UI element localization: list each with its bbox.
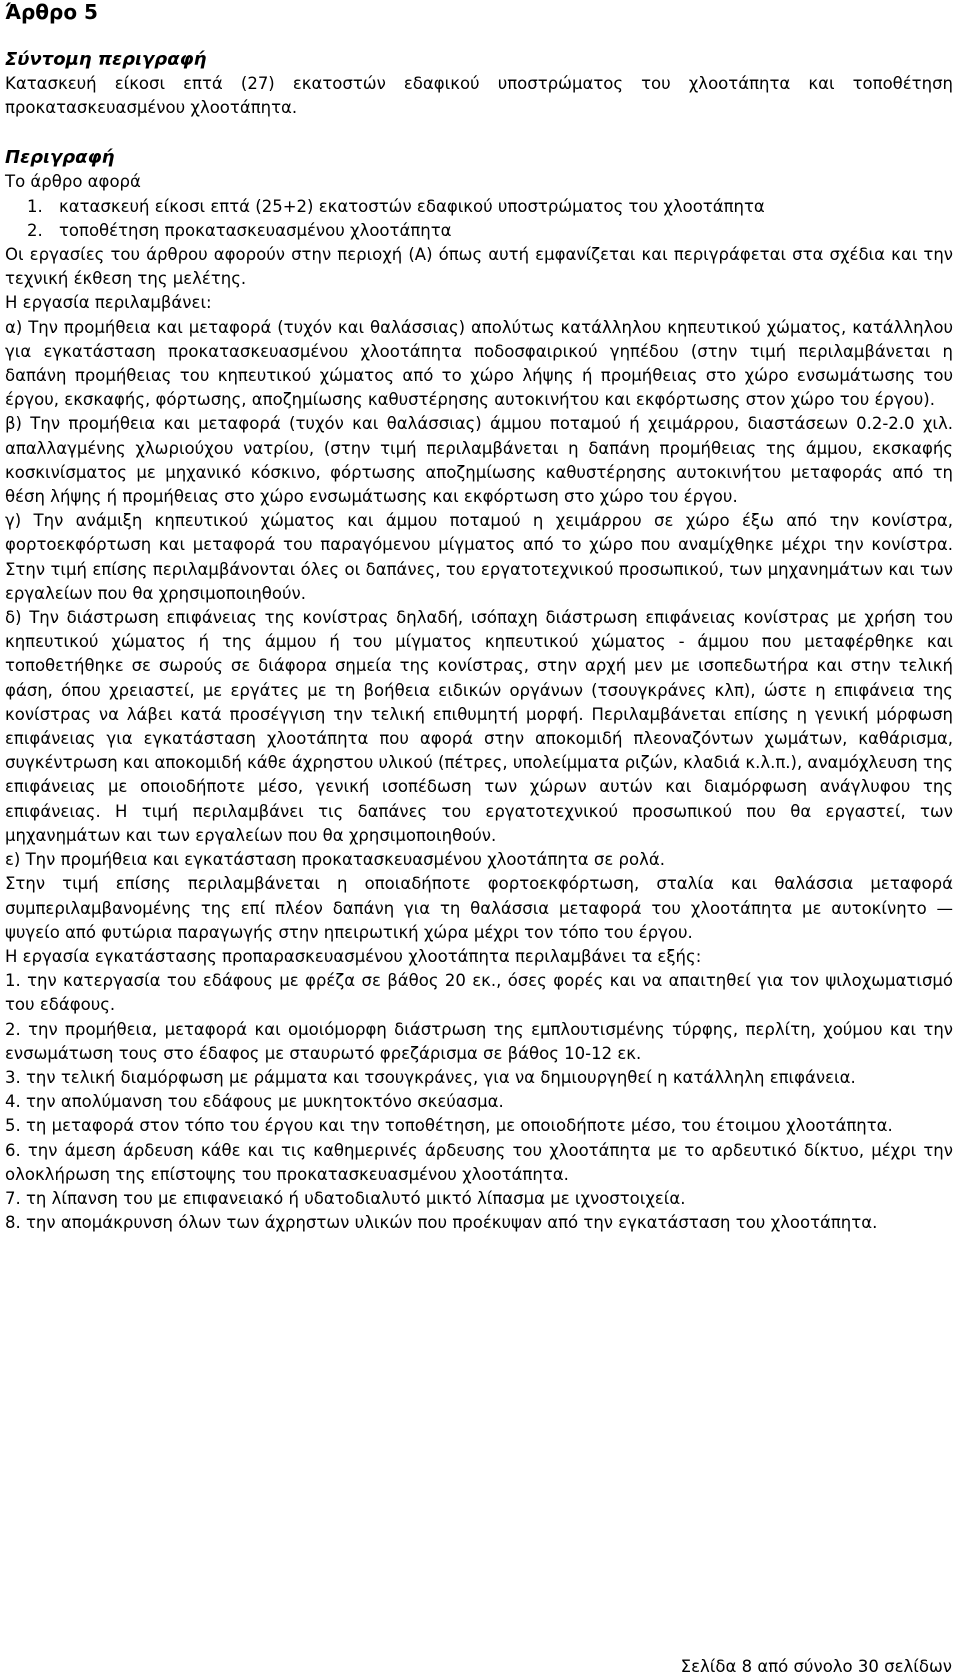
install-step: 5. τη μεταφορά στον τόπο του έργου και την τοποθέτηση, με οποιοδήποτε μέσο, του έτοιμου χλοοτάπητα.: [5, 1116, 893, 1136]
paragraph-area: Οι εργασίες του άρθρου αφορούν στην περιοχή (Α) όπως αυτή εμφανίζεται και περιγράφεται στα σχέδια και την τεχνική έκθεση της μελέτης.: [5, 245, 953, 289]
scope-item-number: 1.: [27, 196, 43, 216]
summary-heading: Σύντομη περιγραφή: [5, 49, 207, 70]
scope-item: [5, 195, 953, 219]
install-step: 7. τη λίπανση του με επιφανειακό ή υδατοδιαλυτό μικτό λίπασμα με ιχνοστοιχεία.: [5, 1188, 686, 1208]
paragraph-e: ε) Την προμήθεια και εγκατάσταση προκατασκευασμένου χλοοτάπητα σε ρολά.: [5, 850, 665, 870]
article-title: Άρθρο 5: [5, 0, 98, 24]
scope-item-text: κατασκευή είκοσι επτά (25+2) εκατοστών εδαφικού υποστρώματος του χλοοτάπητα: [59, 196, 765, 216]
page-footer: Σελίδα 8 από σύνολο 30 σελίδων: [680, 1657, 952, 1676]
scope-item: [5, 219, 953, 243]
scope-item-number: 2.: [27, 220, 43, 240]
paragraph-install-intro: Η εργασία εγκατάστασης προπαρασκευασμένου χλοοτάπητα περιλαμβάνει τα εξής:: [5, 946, 702, 966]
document-body: [5, 0, 953, 1235]
install-step: 6. την άμεση άρδευση κάθε και τις καθημερινές άρδευσης του χλοοτάπητα με το αρδευτικό δίκτυο, μέχρι την ολοκλήρωση της επίστοψης του προκατασκευασμένου χλοοτάπητα.: [5, 1140, 953, 1184]
install-step: 1. την κατεργασία του εδάφους με φρέζα σε βάθος 20 εκ., όσες φορές και να απαιτηθεί για τον ψιλοχωματισμό του εδάφους.: [5, 971, 953, 1015]
install-step: 3. την τελική διαμόρφωση με ράμματα και τσουγκράνες, για να δημιουργηθεί η κατάλληλη επιφάνεια.: [5, 1067, 856, 1087]
install-step: 4. την απολύμανση του εδάφους με μυκητοκτόνο σκεύασμα.: [5, 1092, 504, 1112]
paragraph-c: γ) Την ανάμιξη κηπευτικού χώματος και άμμου ποταμού η χειμάρρου σε χώρο έξω από την κονίστρα, φορτοεκφόρτωση και μεταφορά του παραγόμενου μίγματος από το χώρο που αναμίχθηκε μέχρι την κονίστρα. Στην τιμή επίσης περιλαμβάνονται όλες οι δαπάνες, του εργατοτεχνικού προσωπικού, των μηχανημάτων και των εργαλείων που θα χρησιμοποιηθούν.: [5, 511, 953, 603]
paragraph-work-includes: Η εργασία περιλαμβάνει:: [5, 293, 212, 313]
paragraph-b: β) Την προμήθεια και μεταφορά (τυχόν και θαλάσσιας) άμμου ποταμού ή χειμάρρου, διαστάσεων 0.2-2.0 χιλ. απαλλαγμένης χλωριούχου νατρίου, (στην τιμή περιλαμβάνεται η δαπάνη προμήθειας της άμμου, εκσκαφής κοσκινίσματος με μηχανικό κόσκινο, φόρτωσης αποζημίωσης καθυστέρησης αυτοκινήτου μεταφοράς από τη θέση λήψης ή προμήθειας στο χώρο ενσωμάτωσης και εκφόρτωση στο χώρο του έργου.: [5, 414, 953, 507]
paragraph-a: α) Την προμήθεια και μεταφορά (τυχόν και θαλάσσιας) απολύτως κατάλληλου κηπευτικού χώματος, κατάλληλου για εγκατάσταση προκατασκευασμένου χλοοτάπητα ποδοσφαιρικού γηπέδου (στην τιμή περιλαμβάνεται η δαπάνη προμήθειας του κηπευτικού χώματος από το χώρο λήψης ή προμήθειας στο χώρο ενσωμάτωσης του έργου, εκσκαφής, φόρτωσης, αποζημίωσης καθυστέρησης αυτοκινήτου και εκφόρτωσης στον χώρο του έργου).: [5, 317, 953, 410]
paragraph-price: Στην τιμή επίσης περιλαμβάνεται η οποιαδήποτε φορτοεκφόρτωση, σταλία και θαλάσσια μεταφορά συμπεριλαμβανομένης της επί πλέον δαπάνη για τη θαλάσσια μεταφορά του χλοοτάπητα με αυτοκίνητο — ψυγείο από φυτώρια παραγωγής στην ηπειρωτική χώρα μέχρι τον τόπο του έργου.: [5, 874, 953, 942]
scope-intro: Το άρθρο αφορά: [5, 172, 141, 192]
install-step: 8. την απομάκρυνση όλων των άχρηστων υλικών που προέκυψαν από την εγκατάσταση του χλοοτάπητα.: [5, 1213, 878, 1233]
summary-text: Κατασκευή είκοσι επτά (27) εκατοστών εδαφικού υποστρώματος του χλοοτάπητα και τοποθέτηση προκατασκευασμένου χλοοτάπητα.: [5, 74, 953, 118]
install-step: 2. την προμήθεια, μεταφορά και ομοιόμορφη διάστρωση της εμπλουτισμένης τύρφης, περλίτη, χούμου και την ενσωμάτωση τους στο έδαφος με σταυρωτό φρεζάρισμα σε βάθος 10-12 εκ.: [5, 1019, 953, 1063]
paragraph-d: δ) Την διάστρωση επιφάνειας της κονίστρας δηλαδή, ισόπαχη διάστρωση επιφάνειας κονίστρας με χρήση του κηπευτικού χώματος ή της άμμου ή του μίγματος κηπευτικού χώματος - άμμου που μεταφέρθηκε και τοποθετήθηκε σε σωρούς σε διάφορα σημεία της κονίστρας, στην αρχή μεν με ισοπεδωτήρα και στην τελική φάση, όπου χρειαστεί, με εργάτες με τη βοήθεια ειδικών οργάνων (τσουγκράνες κλπ), ώστε η επιφάνεια της κονίστρας να λάβει κατά προσέγγιση την τελική επιθυμητή μορφή. Περιλαμβάνεται επίσης η γενική μόρφωση επιφάνειας για εγκατάσταση χλοοτάπητα που αφορά στην αποκομιδή πλεοναζόντων χωμάτων, καθάρισμα, συγκέντρωση και αποκομιδή κάθε άχρηστου υλικού (πέτρες, υπολείμματα ριζών, κλαδιά κ.λ.π.), αναμόχλευση της επιφάνειας με οποιοδήποτε μέσο, γενική ισοπέδωση των χώρων αυτών και διαμόρφωση ανάγλυφου της επιφάνειας. Η τιμή περιλαμβάνει τις δαπάνες του εργατοτεχνικού προσωπικού που θα εργαστεί, των μηχανημάτων και των εργαλείων που θα χρησιμοποιηθούν.: [5, 608, 953, 845]
scope-item-text: τοποθέτηση προκατασκευασμένου χλοοτάπητα: [59, 220, 452, 240]
description-heading: Περιγραφή: [5, 147, 115, 169]
